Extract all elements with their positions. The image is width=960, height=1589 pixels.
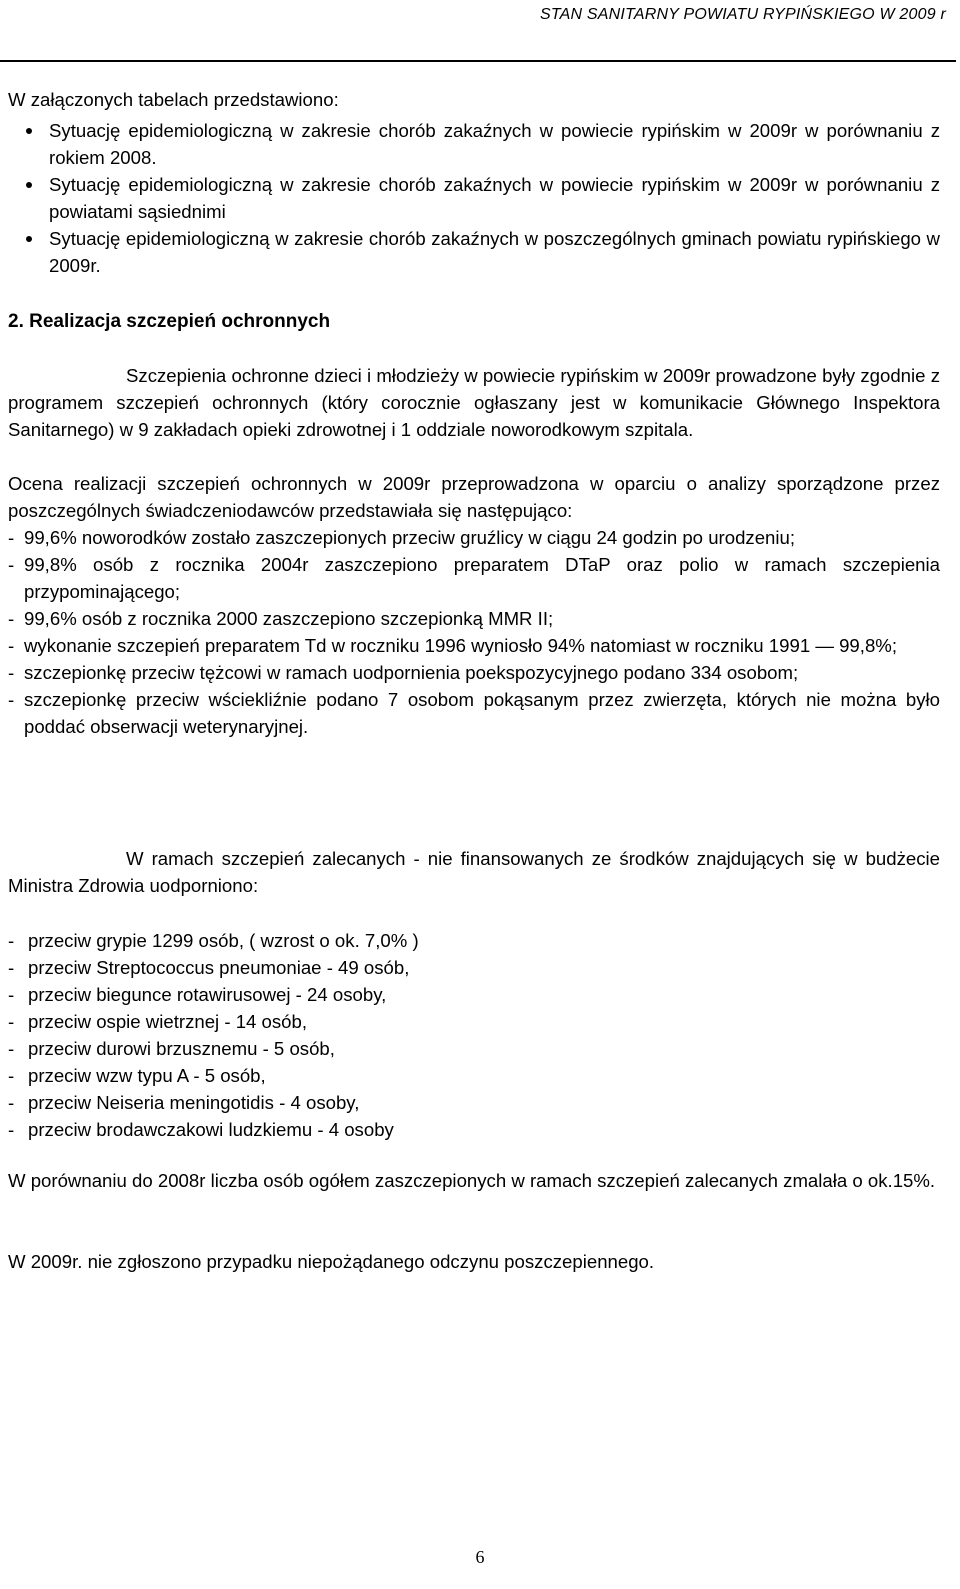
bullet-icon <box>26 236 32 242</box>
recommended-text: przeciw wzw typu A - 5 osób, <box>28 1065 266 1086</box>
result-text: 99,8% osób z rocznika 2004r zaszczepiono preparatem DTaP oraz polio w ramach szczepienia przypominającego; <box>24 554 940 602</box>
dash-icon: - <box>8 527 15 548</box>
bullet-item <box>8 117 940 171</box>
results-list-item <box>8 605 940 632</box>
section-heading: 2. Realizacja szczepień ochronnych <box>8 311 331 332</box>
recommended-text: przeciw brodawczakowi ludzkiemu - 4 osoby <box>28 1119 394 1140</box>
dash-icon: - <box>8 1092 15 1113</box>
results-list-item <box>8 524 940 551</box>
header-divider <box>0 60 956 62</box>
dash-icon: - <box>8 984 15 1005</box>
paragraph-evaluation: Ocena realizacji szczepień ochronnych w 2009r przeprowadzona w oparciu o analizy sporządzone przez poszczególnych świadczeniodawców przedstawiała się następująco: <box>8 473 940 521</box>
recommended-text: przeciw grypie 1299 osób, ( wzrost o ok. 7,0% ) <box>28 930 419 951</box>
page-number: 6 <box>475 1547 485 1567</box>
bullet-icon <box>26 128 32 134</box>
recommended-list-item <box>8 954 940 981</box>
dash-icon: - <box>8 689 15 710</box>
results-list-item <box>8 551 940 605</box>
result-text: wykonanie szczepień preparatem Td w roczniku 1996 wyniosło 94% natomiast w roczniku 1991 — 99,8%; <box>24 635 897 656</box>
dash-icon: - <box>8 554 15 575</box>
paragraph-comparison: W porównaniu do 2008r liczba osób ogółem zaszczepionych w ramach szczepień zalecanych zmalała o ok.15%. <box>8 1170 936 1191</box>
recommended-list-item <box>8 1089 940 1116</box>
recommended-list-item <box>8 1035 940 1062</box>
bullet-text: Sytuację epidemiologiczną w zakresie chorób zakaźnych w powiecie rypińskim w 2009r w porównaniu z rokiem 2008. <box>49 120 940 168</box>
recommended-text: przeciw Streptococcus pneumoniae - 49 osób, <box>28 957 410 978</box>
dash-icon: - <box>8 957 15 978</box>
page-header <box>0 0 960 64</box>
bullet-list <box>8 117 940 279</box>
recommended-list-item <box>8 1116 940 1143</box>
bullet-text: Sytuację epidemiologiczną w zakresie chorób zakaźnych w poszczególnych gminach powiatu rypińskiego w 2009r. <box>49 228 940 276</box>
recommended-list-item <box>8 981 940 1008</box>
result-text: szczepionkę przeciw wściekliźnie podano 7 osobom pokąsanym przez zwierzęta, których nie można było poddać obserwacji weterynaryjnej. <box>24 689 940 737</box>
recommended-list <box>8 927 940 1143</box>
dash-icon: - <box>8 930 15 951</box>
dash-icon: - <box>8 1011 15 1032</box>
header-title: STAN SANITARNY POWIATU RYPIŃSKIEGO W 2009 r <box>539 6 946 23</box>
intro-text: W załączonych tabelach przedstawiono: <box>8 89 339 110</box>
dash-icon: - <box>8 635 15 656</box>
dash-icon: - <box>8 1038 15 1059</box>
bullet-icon <box>26 182 32 188</box>
results-list <box>8 524 940 740</box>
dash-icon: - <box>8 662 15 683</box>
result-text: 99,6% noworodków zostało zaszczepionych przeciw gruźlicy w ciągu 24 godzin po urodzeniu; <box>24 527 796 548</box>
results-list-item <box>8 686 940 740</box>
paragraph-vaccination-program: Szczepienia ochronne dzieci i młodzieży w powiecie rypińskim w 2009r prowadzone były zgodnie z programem szczepień ochronnych (który corocznie ogłaszany jest w komunikacie Głównego Inspektora Sanitarnego) w 9 zakładach opieki zdrowotnej i 1 oddziale noworodkowym szpitala. <box>8 365 940 440</box>
dash-icon: - <box>8 608 15 629</box>
bullet-item <box>8 171 940 225</box>
recommended-text: przeciw Neiseria meningotidis - 4 osoby, <box>28 1092 360 1113</box>
paragraph-adverse-events: W 2009r. nie zgłoszono przypadku niepożądanego odczynu poszczepiennego. <box>8 1251 655 1272</box>
paragraph-recommended-intro: W ramach szczepień zalecanych - nie finansowanych ze środków znajdujących się w budżecie Ministra Zdrowia uodporniono: <box>8 848 940 896</box>
result-text: szczepionkę przeciw tężcowi w ramach uodpornienia poekspozycyjnego podano 334 osobom; <box>24 662 799 683</box>
results-list-item <box>8 659 940 686</box>
bullet-item <box>8 225 940 279</box>
dash-icon: - <box>8 1065 15 1086</box>
recommended-text: przeciw biegunce rotawirusowej - 24 osoby, <box>28 984 387 1005</box>
results-list-item <box>8 632 940 659</box>
recommended-text: przeciw durowi brzusznemu - 5 osób, <box>28 1038 335 1059</box>
recommended-list-item <box>8 927 940 954</box>
result-text: 99,6% osób z rocznika 2000 zaszczepiono szczepionką MMR II; <box>24 608 554 629</box>
bullet-text: Sytuację epidemiologiczną w zakresie chorób zakaźnych w powiecie rypińskim w 2009r w porównaniu z powiatami sąsiednimi <box>49 174 940 222</box>
recommended-text: przeciw ospie wietrznej - 14 osób, <box>28 1011 308 1032</box>
recommended-list-item <box>8 1062 940 1089</box>
dash-icon: - <box>8 1119 15 1140</box>
recommended-list-item <box>8 1008 940 1035</box>
